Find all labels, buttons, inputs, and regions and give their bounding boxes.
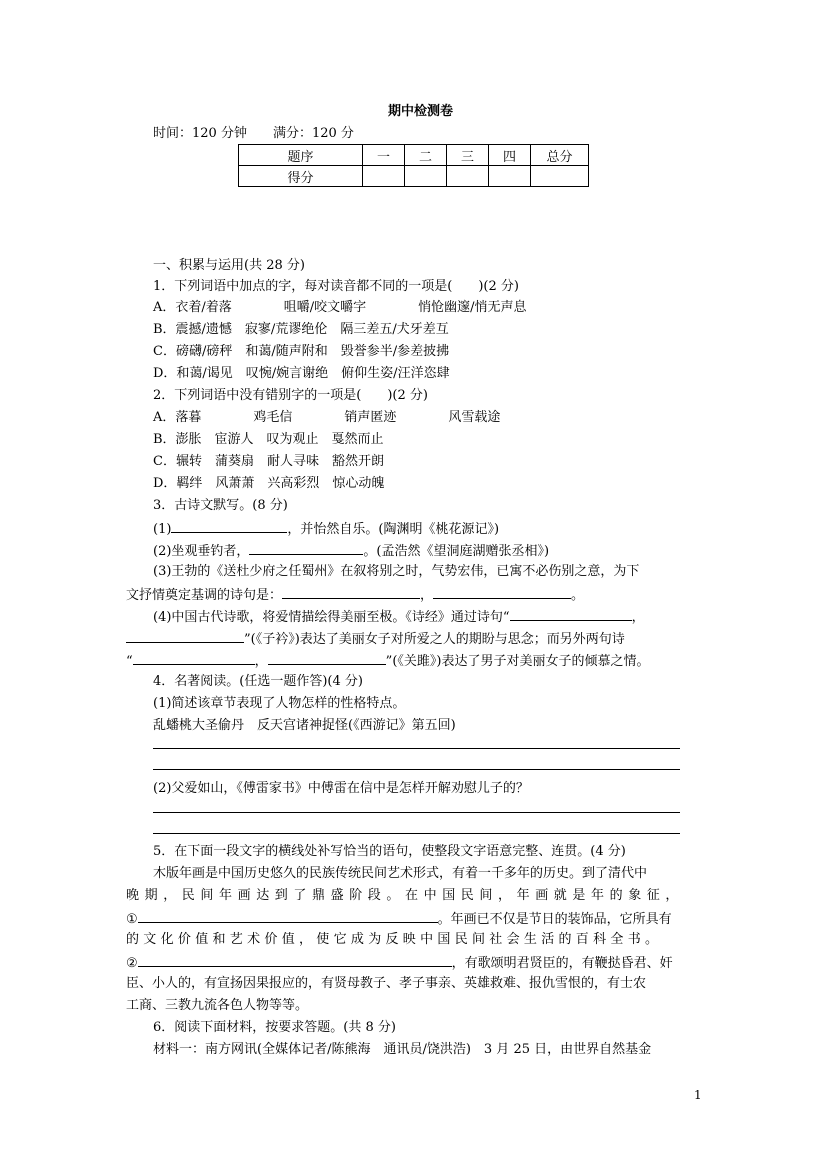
question-stem: 3．古诗文默写。(8 分) bbox=[153, 498, 288, 513]
passage-line: 工商、三教九流各色人物等等。 bbox=[126, 998, 309, 1013]
score-input-cell[interactable] bbox=[447, 166, 489, 187]
answer-line[interactable] bbox=[153, 833, 680, 834]
answer-blank[interactable] bbox=[268, 650, 386, 665]
option-d: D．和蔼/谒见 叹惋/婉言谢绝 俯仰生姿/汪洋恣肆 bbox=[153, 366, 450, 381]
reference-text: 乱蟠桃大圣偷丹 反天宫诸神捉怪(《西游记》第五回) bbox=[153, 718, 456, 733]
poem-line-1 bbox=[153, 518, 499, 540]
text: 。 bbox=[571, 588, 585, 603]
answer-blank[interactable] bbox=[433, 584, 571, 599]
text: (4)中国古代诗歌，将爱情描绘得美丽至极。《诗经》通过诗句“ bbox=[153, 610, 510, 625]
table-cell: 一 bbox=[363, 145, 405, 166]
text: 。(孟浩然《望洞庭湖赠张丞相》) bbox=[363, 544, 550, 559]
score-input-cell[interactable] bbox=[405, 166, 447, 187]
text: ② bbox=[126, 956, 138, 971]
question-stem: 1．下列词语中加点的字，每对读音都不同的一项是( )(2 分) bbox=[153, 279, 519, 294]
text: 文抒情奠定基调的诗句是： bbox=[126, 588, 283, 603]
answer-blank[interactable] bbox=[510, 606, 632, 621]
answer-line[interactable] bbox=[153, 748, 680, 749]
score-input-cell[interactable] bbox=[489, 166, 531, 187]
option-c: C．辗转 蒲葵扇 耐人寻味 豁然开朗 bbox=[153, 454, 384, 469]
text: ， bbox=[254, 654, 268, 669]
poem-line-2 bbox=[153, 540, 549, 562]
score-table bbox=[238, 144, 589, 187]
answer-blank[interactable] bbox=[138, 952, 452, 967]
passage-line: 臣、小人的，有宣扬因果报应的，有贤母教子、孝子事亲、英雄救难、报仇雪恨的，有士农 bbox=[126, 976, 647, 991]
option-b: B．澎胀 宦游人 叹为观止 戛然而止 bbox=[153, 432, 384, 447]
page-number: 1 bbox=[694, 1088, 702, 1102]
answer-blank[interactable] bbox=[282, 584, 420, 599]
table-cell: 题序 bbox=[239, 145, 363, 166]
time-score-info: 时间：120 分钟 满分：120 分 bbox=[153, 126, 354, 141]
table-cell: 四 bbox=[489, 145, 531, 166]
poem-line-3b bbox=[126, 584, 584, 606]
passage-line: 木版年画是中国历史悠久的民族传统民间艺术形式，有着一千多年的历史。到了清代中 bbox=[153, 866, 648, 881]
table-row bbox=[239, 145, 589, 166]
text: ”(《子衿》)表达了美丽女子对所爱之人的期盼与思念；而另外两句诗 bbox=[244, 632, 625, 647]
text: (2)坐观垂钓者， bbox=[153, 544, 250, 559]
poem-line-4c bbox=[126, 650, 649, 672]
text: ”(《关雎》)表达了男子对美丽女子的倾慕之情。 bbox=[385, 654, 650, 669]
answer-line[interactable] bbox=[153, 812, 680, 813]
answer-blank[interactable] bbox=[249, 540, 363, 555]
table-row bbox=[239, 166, 589, 187]
answer-blank[interactable] bbox=[171, 518, 287, 533]
passage-line bbox=[126, 952, 673, 974]
text: “ bbox=[126, 654, 133, 669]
question-stem: 2．下列词语中没有错别字的一项是( )(2 分) bbox=[153, 388, 428, 403]
poem-line-4 bbox=[153, 606, 645, 628]
passage-line: 的文化价值和艺术价值，使它成为反映中国民间社会生活的百科全书。 bbox=[126, 932, 663, 947]
option-a: A．落暮 鸡毛信 销声匿迹 风雪载途 bbox=[153, 410, 501, 425]
table-cell: 总分 bbox=[531, 145, 589, 166]
answer-blank[interactable] bbox=[133, 650, 255, 665]
score-input-cell[interactable] bbox=[363, 166, 405, 187]
table-cell: 二 bbox=[405, 145, 447, 166]
page-title: 期中检测卷 bbox=[388, 104, 454, 119]
passage-line bbox=[126, 908, 672, 930]
sub-question: (1)简述该章节表现了人物怎样的性格特点。 bbox=[153, 696, 406, 711]
poem-line-4b bbox=[126, 628, 625, 650]
text: 。年画已不仅是节日的装饰品，它所具有 bbox=[437, 912, 672, 927]
section-heading: 一、积累与运用(共 28 分) bbox=[153, 258, 305, 273]
text: ，并怡然自乐。(陶渊明《桃花源记》) bbox=[287, 522, 500, 537]
text: ， bbox=[420, 588, 434, 603]
answer-blank[interactable] bbox=[126, 628, 244, 643]
option-c: C．磅礴/磅秤 和蔼/随声附和 毁誉参半/参差披拂 bbox=[153, 344, 450, 359]
table-cell: 三 bbox=[447, 145, 489, 166]
label: (1) bbox=[153, 522, 172, 537]
text: ， bbox=[631, 610, 645, 625]
option-b: B．震撼/遗憾 寂寥/荒谬绝伦 隔三差五/犬牙差互 bbox=[153, 322, 449, 337]
text: ① bbox=[126, 912, 138, 927]
table-cell: 得分 bbox=[239, 166, 363, 187]
score-input-cell[interactable] bbox=[531, 166, 589, 187]
text: ，有歌颂明君贤臣的，有鞭挞昏君、奸 bbox=[451, 956, 673, 971]
poem-line-3: (3)王勃的《送杜少府之任蜀州》在叙将别之时，气势宏伟，已寓不必伤别之意，为下 bbox=[153, 564, 640, 579]
option-a: A．衣着/着落 咀嚼/咬文嚼字 悄怆幽邃/悄无声息 bbox=[153, 300, 527, 315]
answer-line[interactable] bbox=[153, 769, 680, 770]
question-stem: 5．在下面一段文字的横线处补写恰当的语句，使整段文字语意完整、连贯。(4 分) bbox=[153, 844, 626, 859]
sub-question: (2)父爱如山，《傅雷家书》中傅雷在信中是怎样开解劝慰儿子的？ bbox=[153, 781, 529, 796]
passage-line: 晚期，民间年画达到了鼎盛阶段。在中国民间，年画就是年的象征， bbox=[126, 888, 685, 903]
option-d: D．羁绊 风萧萧 兴高彩烈 惊心动魄 bbox=[153, 476, 385, 491]
answer-blank[interactable] bbox=[138, 908, 438, 923]
material-line: 材料一：南方网讯(全媒体记者/陈熊海 通讯员/饶洪浩) 3 月 25 日，由世界自然基金 bbox=[153, 1042, 652, 1057]
question-stem: 6．阅读下面材料，按要求答题。(共 8 分) bbox=[153, 1020, 396, 1035]
question-stem: 4．名著阅读。(任选一题作答)(4 分) bbox=[153, 674, 363, 689]
